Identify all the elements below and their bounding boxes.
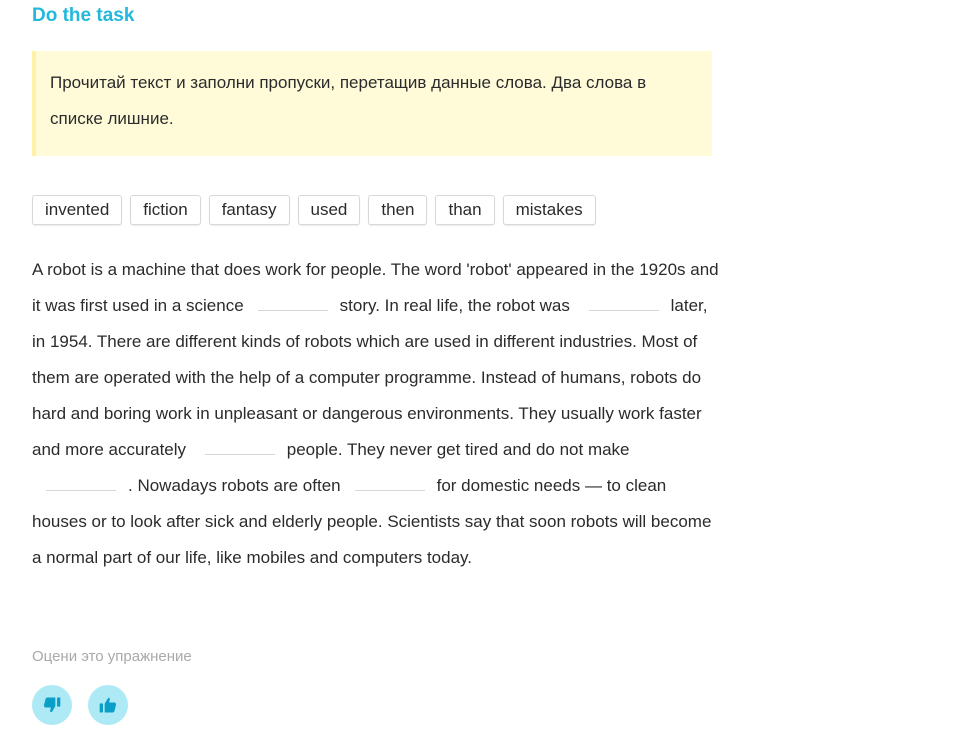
dislike-button[interactable] [32,685,72,725]
gap-3[interactable] [205,440,275,455]
passage-segment: story. In real life, the robot was [339,296,570,315]
gap-1[interactable] [258,296,328,311]
instruction-text: Прочитай текст и заполни пропуски, перетащив данные слова. Два слова в списке лишние. [50,73,647,128]
word-chip-then[interactable]: then [368,195,427,225]
passage-text [32,252,722,576]
passage-segment: A robot is a machine that does work for people. The word 'robot' appeared in the 1920s and it was first used in a science [32,260,719,315]
word-chip-fiction[interactable]: fiction [130,195,200,225]
like-button[interactable] [88,685,128,725]
word-chip-invented[interactable]: invented [32,195,122,225]
thumbs-down-icon [42,695,62,715]
instruction-box [32,51,712,156]
gap-4[interactable] [46,476,116,491]
rating-label: Оцени это упражнение [32,648,192,665]
gap-5[interactable] [355,476,425,491]
word-chip-than[interactable]: than [435,195,494,225]
word-bank [32,195,596,225]
word-chip-used[interactable]: used [298,195,361,225]
passage-segment: for domestic needs — to clean houses or to look after sick and elderly people. Scientists say that soon robots will become a normal part of our life, like mobiles and computers today. [32,476,712,567]
word-chip-fantasy[interactable]: fantasy [209,195,290,225]
passage-segment: people. They never get tired and do not make [286,440,630,459]
passage-segment: later, in 1954. There are different kinds of robots which are used in different industries. Most of them are operated with the help of a computer programme. Instead of humans, robots do hard and boring work in unpleasant or dangerous environments. They usually work faster and more accurately [32,296,708,459]
word-chip-mistakes[interactable]: mistakes [503,195,596,225]
thumbs-up-icon [98,695,118,715]
page-title: Do the task [32,5,135,26]
passage-segment: . Nowadays robots are often [128,476,341,495]
gap-2[interactable] [589,296,659,311]
